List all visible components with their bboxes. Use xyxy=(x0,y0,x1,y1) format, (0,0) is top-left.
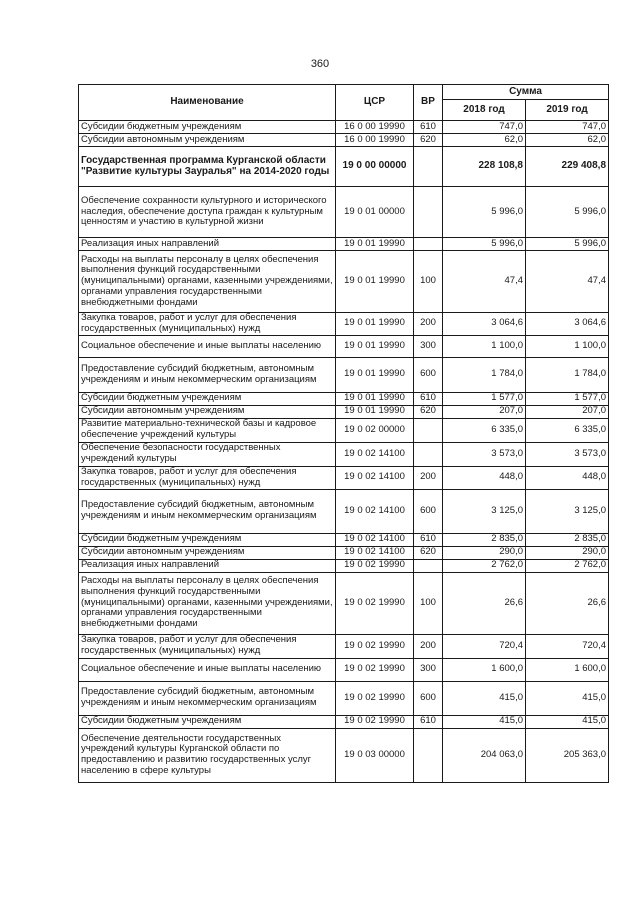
row-name: Предоставление субсидий бюджетным, автономным учреждениям и иным некоммерческим организациям xyxy=(79,489,336,533)
row-name: Субсидии бюджетным учреждениям xyxy=(79,392,336,405)
header-sum: Сумма xyxy=(443,85,609,100)
row-csr: 19 0 01 19990 xyxy=(336,357,414,392)
row-name: Субсидии бюджетным учреждениям xyxy=(79,715,336,728)
header-csr: ЦСР xyxy=(336,85,414,121)
row-csr: 19 0 02 14100 xyxy=(336,442,414,466)
row-sum-2018: 415,0 xyxy=(443,681,526,715)
table-row xyxy=(79,134,609,147)
row-name: Закупка товаров, работ и услуг для обеспечения государственных (муниципальных) нужд xyxy=(79,466,336,489)
row-vr: 300 xyxy=(414,658,443,681)
row-vr: 610 xyxy=(414,392,443,405)
row-name: Субсидии автономным учреждениям xyxy=(79,546,336,559)
row-name: Развитие материально-технической базы и кадровое обеспечение учреждений культуры xyxy=(79,418,336,442)
table-row xyxy=(79,466,609,489)
row-sum-2019: 720,4 xyxy=(526,634,609,658)
row-csr: 19 0 02 19990 xyxy=(336,559,414,572)
row-sum-2019: 1 600,0 xyxy=(526,658,609,681)
table-row xyxy=(79,335,609,357)
table-row xyxy=(79,147,609,187)
row-vr: 600 xyxy=(414,681,443,715)
row-vr: 600 xyxy=(414,489,443,533)
table-row xyxy=(79,121,609,134)
row-csr: 19 0 02 19990 xyxy=(336,634,414,658)
row-sum-2018: 2 835,0 xyxy=(443,533,526,546)
table-body xyxy=(79,121,609,783)
row-csr: 19 0 02 00000 xyxy=(336,418,414,442)
row-name: Субсидии автономным учреждениям xyxy=(79,134,336,147)
row-sum-2019: 6 335,0 xyxy=(526,418,609,442)
row-sum-2018: 26,6 xyxy=(443,572,526,634)
row-name: Государственная программа Курганской области "Развитие культуры Зауралья" на 2014-2020 годы xyxy=(79,147,336,187)
row-sum-2018: 228 108,8 xyxy=(443,147,526,187)
row-vr: 200 xyxy=(414,313,443,336)
row-sum-2018: 747,0 xyxy=(443,121,526,134)
row-csr: 19 0 03 00000 xyxy=(336,728,414,782)
row-csr: 19 0 02 19990 xyxy=(336,658,414,681)
table-row xyxy=(79,187,609,238)
row-sum-2019: 205 363,0 xyxy=(526,728,609,782)
row-name: Субсидии бюджетным учреждениям xyxy=(79,121,336,134)
header-year-2019: 2019 год xyxy=(526,100,609,121)
row-vr xyxy=(414,559,443,572)
row-sum-2018: 2 762,0 xyxy=(443,559,526,572)
row-sum-2018: 3 064,6 xyxy=(443,313,526,336)
row-vr: 620 xyxy=(414,405,443,418)
row-sum-2019: 2 835,0 xyxy=(526,533,609,546)
table-row xyxy=(79,418,609,442)
row-vr: 610 xyxy=(414,715,443,728)
row-sum-2018: 62,0 xyxy=(443,134,526,147)
row-vr: 620 xyxy=(414,134,443,147)
row-vr xyxy=(414,728,443,782)
row-sum-2018: 1 784,0 xyxy=(443,357,526,392)
row-vr xyxy=(414,418,443,442)
row-name: Обеспечение сохранности культурного и исторического наследия, обеспечение доступа граждан к культурным ценностям и участию в культурной жизни xyxy=(79,187,336,238)
row-sum-2019: 62,0 xyxy=(526,134,609,147)
row-name: Социальное обеспечение и иные выплаты населению xyxy=(79,335,336,357)
row-sum-2019: 747,0 xyxy=(526,121,609,134)
row-sum-2018: 6 335,0 xyxy=(443,418,526,442)
table-row xyxy=(79,715,609,728)
row-vr: 300 xyxy=(414,335,443,357)
row-sum-2019: 290,0 xyxy=(526,546,609,559)
table-row xyxy=(79,546,609,559)
row-csr: 19 0 01 19990 xyxy=(336,335,414,357)
row-vr: 200 xyxy=(414,634,443,658)
row-vr: 100 xyxy=(414,572,443,634)
row-csr: 19 0 02 14100 xyxy=(336,546,414,559)
row-csr: 19 0 02 14100 xyxy=(336,489,414,533)
row-csr: 19 0 02 19990 xyxy=(336,572,414,634)
row-name: Реализация иных направлений xyxy=(79,559,336,572)
row-sum-2019: 1 100,0 xyxy=(526,335,609,357)
row-sum-2018: 47,4 xyxy=(443,251,526,313)
row-name: Предоставление субсидий бюджетным, автономным учреждениям и иным некоммерческим организациям xyxy=(79,681,336,715)
row-sum-2018: 1 577,0 xyxy=(443,392,526,405)
row-sum-2019: 415,0 xyxy=(526,681,609,715)
row-vr: 610 xyxy=(414,121,443,134)
table-row xyxy=(79,728,609,782)
row-csr: 19 0 00 00000 xyxy=(336,147,414,187)
table-row xyxy=(79,442,609,466)
table-row xyxy=(79,572,609,634)
row-vr: 600 xyxy=(414,357,443,392)
row-sum-2019: 47,4 xyxy=(526,251,609,313)
row-csr: 19 0 01 19990 xyxy=(336,405,414,418)
table-row xyxy=(79,658,609,681)
table-row xyxy=(79,238,609,251)
row-csr: 19 0 02 19990 xyxy=(336,715,414,728)
row-sum-2018: 1 600,0 xyxy=(443,658,526,681)
row-csr: 19 0 01 19990 xyxy=(336,251,414,313)
row-name: Закупка товаров, работ и услуг для обеспечения государственных (муниципальных) нужд xyxy=(79,634,336,658)
table-row xyxy=(79,405,609,418)
row-name: Социальное обеспечение и иные выплаты населению xyxy=(79,658,336,681)
row-sum-2019: 207,0 xyxy=(526,405,609,418)
row-sum-2019: 1 784,0 xyxy=(526,357,609,392)
header-year-2018: 2018 год xyxy=(443,100,526,121)
row-name: Расходы на выплаты персоналу в целях обеспечения выполнения функций государственными (муниципальными) органами, казенными учреждениями, органами управления государственными внебюджетными фондами xyxy=(79,572,336,634)
row-sum-2019: 26,6 xyxy=(526,572,609,634)
row-sum-2019: 415,0 xyxy=(526,715,609,728)
row-sum-2018: 5 996,0 xyxy=(443,238,526,251)
row-csr: 19 0 02 14100 xyxy=(336,533,414,546)
row-vr xyxy=(414,238,443,251)
row-csr: 16 0 00 19990 xyxy=(336,121,414,134)
row-sum-2018: 448,0 xyxy=(443,466,526,489)
table-row xyxy=(79,533,609,546)
row-sum-2018: 207,0 xyxy=(443,405,526,418)
row-sum-2018: 3 573,0 xyxy=(443,442,526,466)
row-sum-2019: 3 573,0 xyxy=(526,442,609,466)
row-sum-2018: 720,4 xyxy=(443,634,526,658)
table-row xyxy=(79,559,609,572)
table-row xyxy=(79,313,609,336)
row-name: Субсидии бюджетным учреждениям xyxy=(79,533,336,546)
row-vr xyxy=(414,442,443,466)
budget-table xyxy=(78,84,609,783)
row-sum-2019: 448,0 xyxy=(526,466,609,489)
row-csr: 19 0 01 19990 xyxy=(336,392,414,405)
table-row xyxy=(79,489,609,533)
row-sum-2019: 229 408,8 xyxy=(526,147,609,187)
row-csr: 19 0 01 19990 xyxy=(336,313,414,336)
row-csr: 19 0 01 19990 xyxy=(336,238,414,251)
row-csr: 16 0 00 19990 xyxy=(336,134,414,147)
row-csr: 19 0 02 14100 xyxy=(336,466,414,489)
row-sum-2018: 3 125,0 xyxy=(443,489,526,533)
row-name: Предоставление субсидий бюджетным, автономным учреждениям и иным некоммерческим организациям xyxy=(79,357,336,392)
row-name: Расходы на выплаты персоналу в целях обеспечения выполнения функций государственными (муниципальными) органами, казенными учреждениями, органами управления государственными внебюджетными фондами xyxy=(79,251,336,313)
row-sum-2019: 3 064,6 xyxy=(526,313,609,336)
row-name: Закупка товаров, работ и услуг для обеспечения государственных (муниципальных) нужд xyxy=(79,313,336,336)
row-vr xyxy=(414,147,443,187)
row-vr: 620 xyxy=(414,546,443,559)
row-sum-2018: 290,0 xyxy=(443,546,526,559)
header-name: Наименование xyxy=(79,85,336,121)
row-vr xyxy=(414,187,443,238)
row-csr: 19 0 02 19990 xyxy=(336,681,414,715)
row-name: Реализация иных направлений xyxy=(79,238,336,251)
row-sum-2018: 204 063,0 xyxy=(443,728,526,782)
row-vr: 100 xyxy=(414,251,443,313)
table-row xyxy=(79,392,609,405)
row-vr: 200 xyxy=(414,466,443,489)
row-sum-2019: 5 996,0 xyxy=(526,187,609,238)
page-number: 360 xyxy=(310,58,330,70)
row-name: Обеспечение безопасности государственных учреждений культуры xyxy=(79,442,336,466)
header-vr: ВР xyxy=(414,85,443,121)
table-row xyxy=(79,357,609,392)
row-sum-2019: 5 996,0 xyxy=(526,238,609,251)
row-vr: 610 xyxy=(414,533,443,546)
table-row xyxy=(79,634,609,658)
row-name: Обеспечение деятельности государственных учреждений культуры Курганской области по предоставлению и развитию государственных услуг населению в сфере культуры xyxy=(79,728,336,782)
row-sum-2018: 5 996,0 xyxy=(443,187,526,238)
row-sum-2018: 415,0 xyxy=(443,715,526,728)
row-sum-2019: 1 577,0 xyxy=(526,392,609,405)
row-sum-2018: 1 100,0 xyxy=(443,335,526,357)
row-csr: 19 0 01 00000 xyxy=(336,187,414,238)
row-sum-2019: 3 125,0 xyxy=(526,489,609,533)
table-row xyxy=(79,681,609,715)
row-sum-2019: 2 762,0 xyxy=(526,559,609,572)
table-row xyxy=(79,251,609,313)
row-name: Субсидии автономным учреждениям xyxy=(79,405,336,418)
